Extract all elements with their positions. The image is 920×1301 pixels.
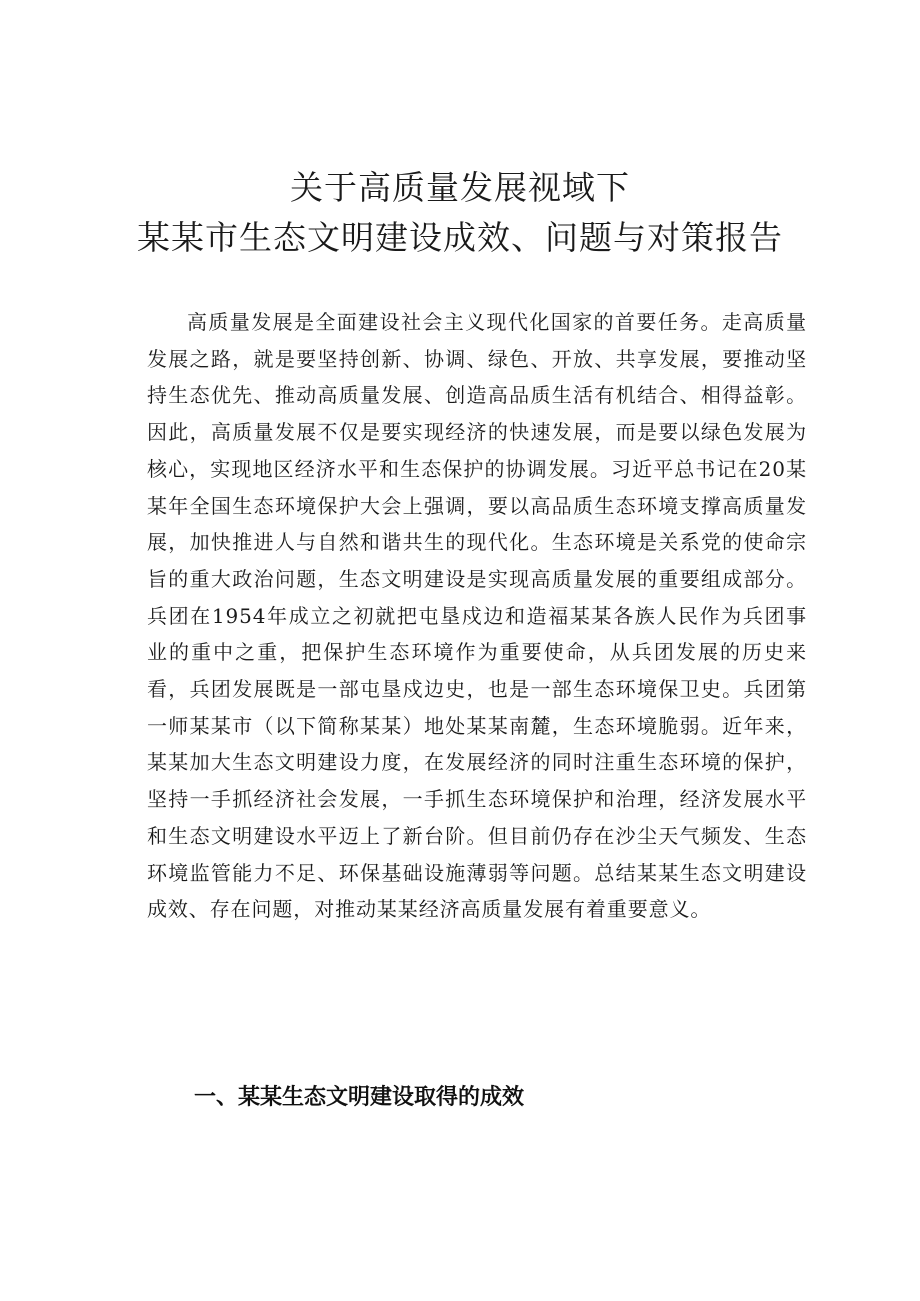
intro-paragraph: 高质量发展是全面建设社会主义现代化国家的首要任务。走高质量发展之路，就是要坚持创新、协调、绿色、开放、共享发展，要推动坚持生态优先、推动高质量发展、创造高品质生活有机结合、相得益彰。因此，高质量发展不仅是要实现经济的快速发展，而是要以绿色发展为核心，实现地区经济水平和生态保护的协调发展。习近平总书记在20某某年全国生态环境保护大会上强调，要以高品质生态环境支撑高质量发展，加快推进人与自然和谐共生的现代化。生态环境是关系党的使命宗旨的重大政治问题，生态文明建设是实现高质量发展的重要组成部分。兵团在1954年成立之初就把屯垦戍边和造福某某各族人民作为兵团事业的重中之重，把保护生态环境作为重要使命，从兵团发展的历史来看，兵团发展既是一部屯垦戍边史，也是一部生态环境保卫史。兵团第一师某某市（以下简称某某）地处某某南麓，生态环境脆弱。近年来，某某加大生态文明建设力度，在发展经济的同时注重生态环境的保护，坚持一手抓经济社会发展，一手抓生态环境保护和治理，经济发展水平和生态文明建设水平迈上了新台阶。但目前仍存在沙尘天气频发、生态环境监管能力不足、环保基础设施薄弱等问题。总结某某生态文明建设成效、存在问题，对推动某某经济高质量发展有着重要意义。 [147,310,807,922]
document-title-line-2: 某某市生态文明建设成效、问题与对策报告 [137,218,783,257]
document-title-line-1: 关于高质量发展视域下 [290,168,630,207]
section-heading-1: 一、某某生态文明建设取得的成效 [194,1085,525,1110]
